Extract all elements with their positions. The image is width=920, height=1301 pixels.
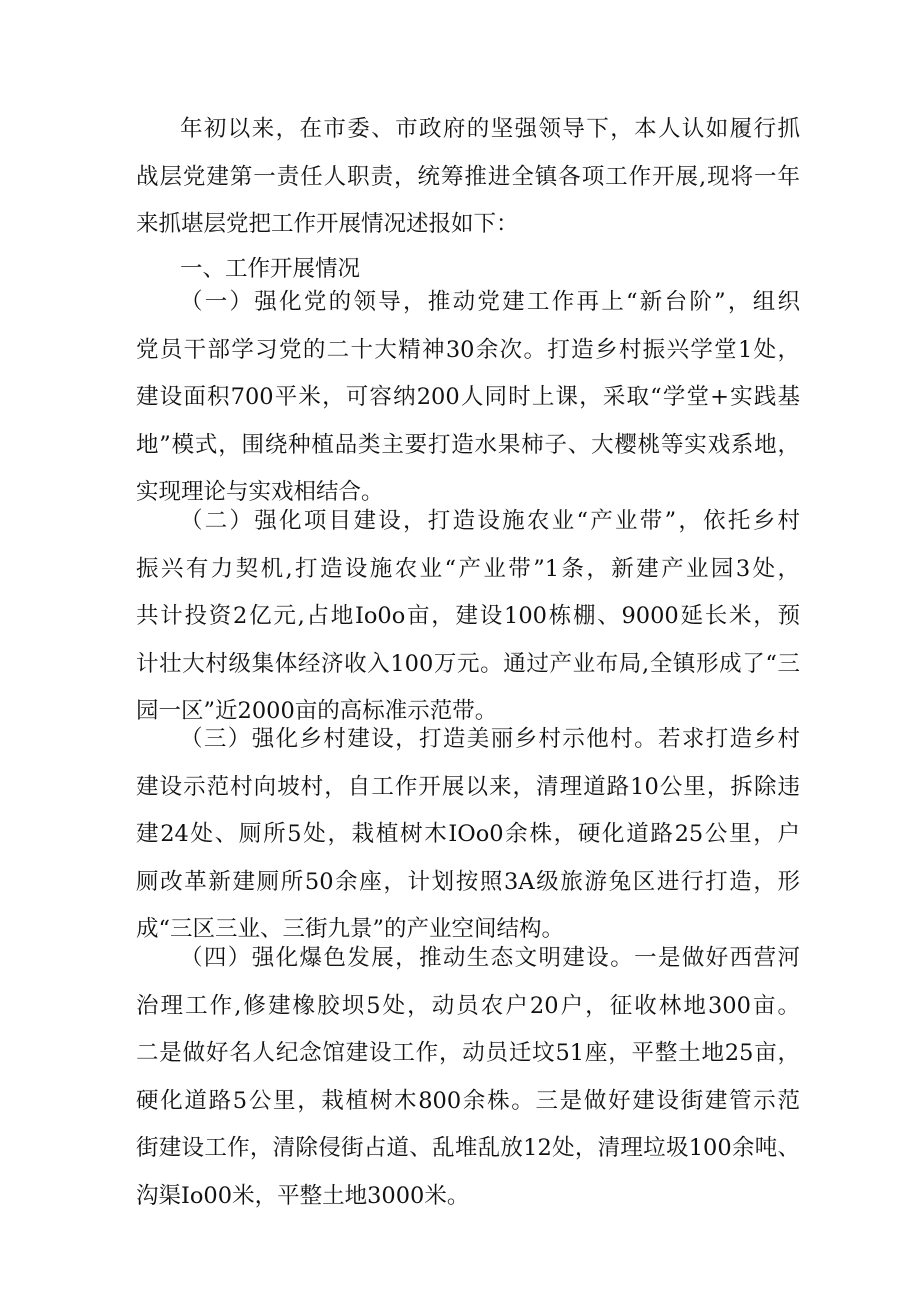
section-heading: 一、工作开展情况	[180, 256, 361, 282]
item-1-line-3: 建设面积700平米，可容纳200人同时上课，采取“学堂+实践基	[136, 384, 800, 410]
item-4-paragraph	[136, 935, 800, 1220]
item-3-line-4: 厕改革新建厕所50余座，计划按照3A级旅游兔区进行打造，形	[136, 868, 800, 895]
item-4-line-1: （四）强化爆色发展，推动生态文明建设。一是做好西营河	[180, 945, 800, 971]
intro-line-2: 战层党建第一责任人职责，统筹推进全镇各项工作开展,现将一年	[136, 163, 800, 190]
item-2-line-1: （二）强化项目建设，打造设施农业“产业带”，依托乡村	[180, 508, 800, 534]
item-2-line-5: 园一区”近2000亩的高标准示范带。	[136, 698, 498, 724]
item-2-paragraph	[136, 498, 800, 736]
item-1-line-4: 地”模式，围绕种植品类主要打造水果柿子、大樱桃等实戏系地，	[136, 431, 800, 458]
item-2-line-4: 计壮大村级集体经济收入100万元。通过产业布局,全镇形成了“三	[136, 650, 800, 677]
intro-line-3: 来抓堪层党把工作开展情况述报如下：	[136, 211, 519, 237]
intro-line-1: 年初以来，在市委、市政府的坚强领导下，本人认如履行抓	[180, 116, 800, 142]
item-3-paragraph	[136, 716, 800, 954]
item-3-line-3: 建24处、厕所5处，栽植树木IOo0余株，硬化道路25公里，户	[136, 821, 800, 847]
item-4-line-3: 二是做好名人纪念馆建设工作，动员迁坟51座，平整土地25亩，	[136, 1040, 800, 1066]
item-3-line-1: （三）强化乡村建设，打造美丽乡村示他村。若求打造乡村	[180, 726, 800, 752]
item-3-line-2: 建设示范村向坡村，自工作开展以来，清理道路10公里，拆除违	[136, 773, 800, 800]
item-1-paragraph	[136, 279, 800, 517]
intro-paragraph	[136, 106, 800, 249]
item-4-line-6: 沟渠Io00米，平整土地3000米。	[136, 1182, 470, 1209]
item-2-line-3: 共计投资2亿元,占地Io0o亩，建设100栋棚、9000延长米，预	[136, 603, 800, 629]
item-4-line-5: 街建设工作，清除侵街占道、乱堆乱放12处，清理垃圾100余吨、	[136, 1135, 800, 1161]
item-4-line-2: 治理工作,修建橡胶坝5处，动员农户20户，征收林地300亩。	[136, 992, 800, 1019]
item-1-line-5: 实现理论与实戏相结合。	[136, 479, 384, 505]
item-2-line-2: 振兴有力契机,打造设施农业“产业带”1条，新建产业园3处，	[136, 555, 800, 582]
item-1-line-1: （一）强化党的领导，推动党建工作再上“新台阶”，组织	[180, 289, 800, 315]
item-4-line-4: 硬化道路5公里，栽植树木800余株。三是做好建设街建管示范	[136, 1087, 800, 1114]
item-1-line-2: 党员干部学习党的二十大精神30余次。打造乡村振兴学堂1处，	[136, 336, 800, 363]
item-3-line-5: 成“三区三业、三街九景”的产业空间结构。	[136, 916, 565, 942]
